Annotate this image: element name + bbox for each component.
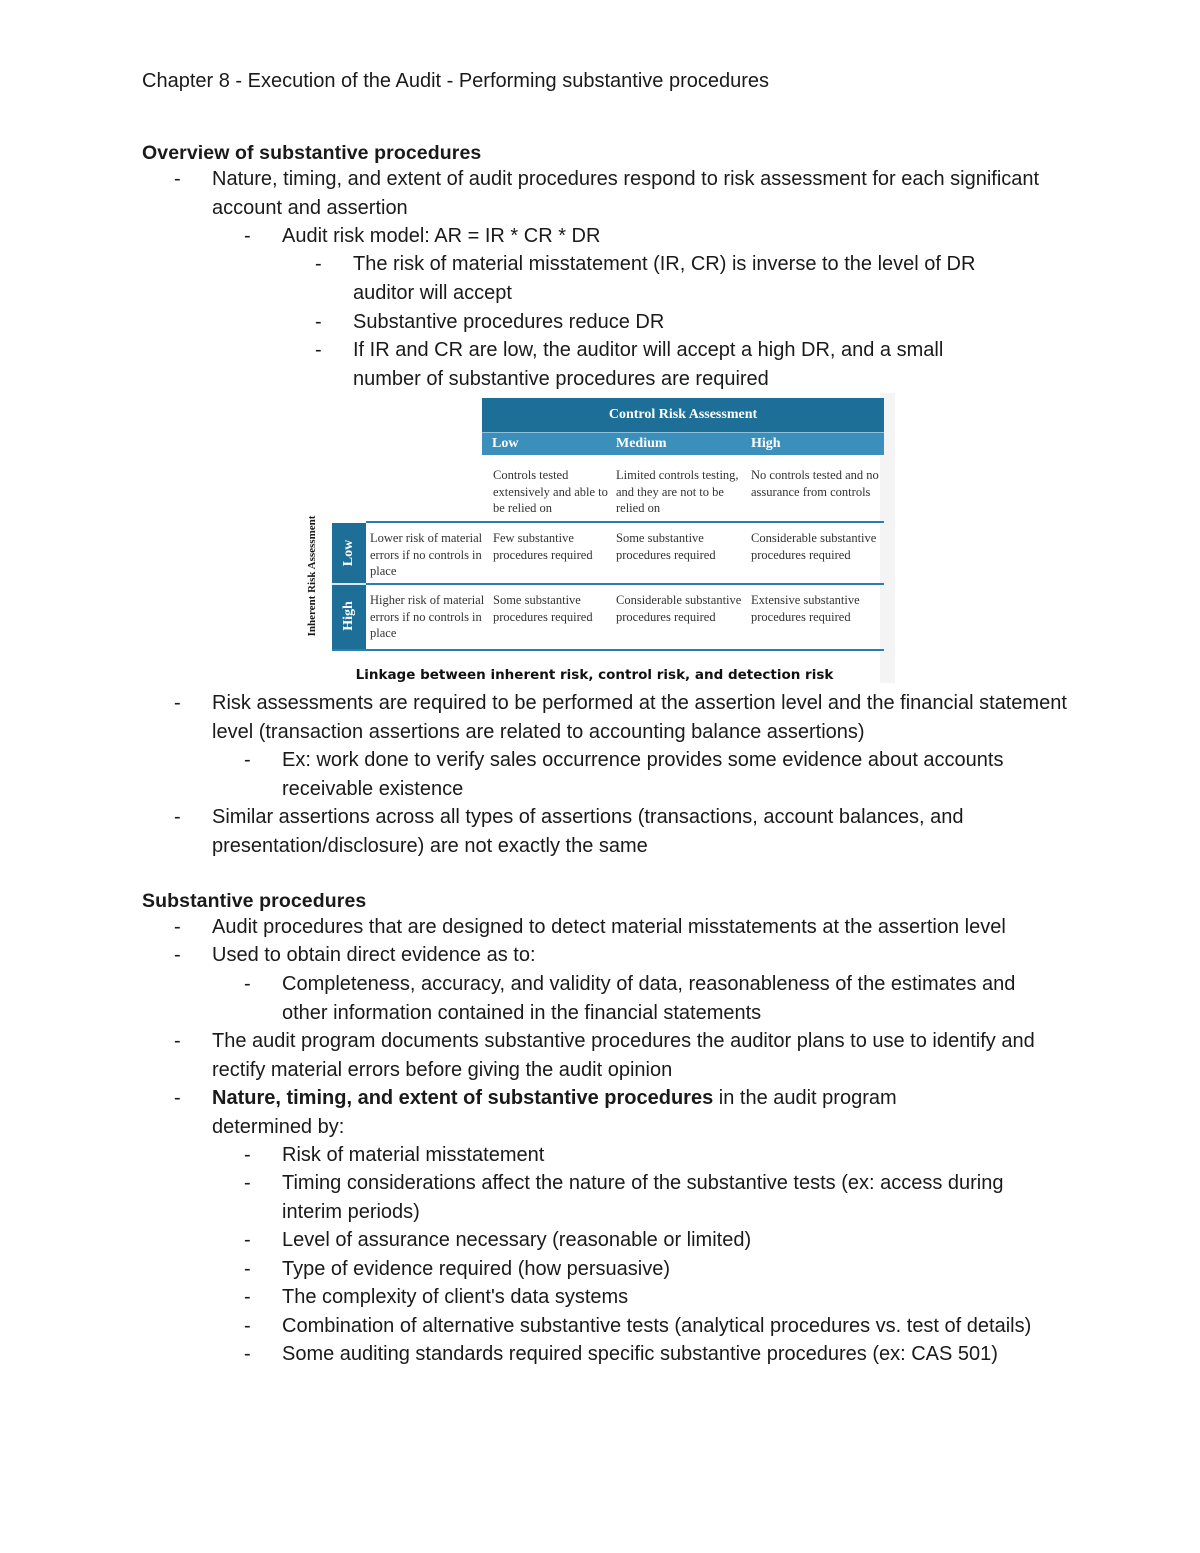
control-risk-header: Control Risk Assessment <box>482 398 884 432</box>
list-item-text: The risk of material misstatement (IR, CR) is inverse to the level of DR auditor will accept <box>353 253 976 304</box>
list-item-text: Level of assurance necessary (reasonable or limited) <box>282 1229 752 1251</box>
list-item <box>244 1226 1084 1255</box>
column-description: Limited controls testing, and they are not to be relied on <box>616 468 739 515</box>
matrix-cell: Considerable substantive procedures required <box>616 593 742 624</box>
bullet-dash: - <box>244 973 251 995</box>
bullet-dash: - <box>244 1315 251 1337</box>
matrix-cell: Extensive substantive procedures required <box>751 593 860 624</box>
list-item <box>244 1340 1144 1369</box>
list-item <box>174 941 1074 970</box>
list-item-text: The complexity of client's data systems <box>282 1286 629 1308</box>
risk-matrix-figure <box>305 393 895 688</box>
bullet-dash: - <box>244 1229 251 1251</box>
list-item-text: The audit program documents substantive procedures the auditor plans to use to identify and rectify material errors before giving the audit opinion <box>212 1030 1035 1081</box>
bullet-dash: - <box>315 253 322 275</box>
bullet-dash: - <box>315 339 322 361</box>
section-heading-substantive: Substantive procedures <box>142 890 367 912</box>
column-description: No controls tested and no assurance from controls <box>751 468 879 499</box>
list-item-text: Some auditing standards required specific substantive procedures (ex: CAS 501) <box>282 1343 998 1365</box>
matrix-cell: Few substantive procedures required <box>493 531 593 562</box>
list-item-text: Substantive procedures reduce DR <box>353 311 665 333</box>
list-item-text: If IR and CR are low, the auditor will accept a high DR, and a small number of substantive procedures are required <box>353 339 944 390</box>
list-item-text: Completeness, accuracy, and validity of data, reasonableness of the estimates and other information contained in the financial statements <box>282 973 1016 1024</box>
list-item <box>174 165 1074 222</box>
list-item <box>244 970 1044 1027</box>
bullet-dash: - <box>174 916 181 938</box>
bullet-dash: - <box>244 749 251 771</box>
bullet-dash: - <box>244 1172 251 1194</box>
list-item-text: Audit procedures that are designed to detect material misstatements at the assertion level <box>212 916 1006 938</box>
column-header-row <box>482 432 884 455</box>
bullet-dash: - <box>244 1144 251 1166</box>
bullet-dash: - <box>244 1343 251 1365</box>
row-divider <box>332 649 884 651</box>
list-item <box>244 1283 1084 1312</box>
bullet-dash: - <box>244 1258 251 1280</box>
page-title: Chapter 8 - Execution of the Audit - Performing substantive procedures <box>142 70 770 92</box>
column-header-high: High <box>751 436 781 451</box>
row-divider <box>366 521 884 523</box>
list-item <box>244 746 1004 803</box>
list-item-text: Used to obtain direct evidence as to: <box>212 944 536 966</box>
bullet-dash: - <box>174 1030 181 1052</box>
list-item <box>244 1312 1144 1341</box>
list-item <box>315 336 1015 393</box>
column-header-medium: Medium <box>616 436 667 451</box>
row-divider <box>366 583 884 585</box>
list-item <box>174 913 1094 942</box>
row-label-low: Low <box>341 539 356 567</box>
list-item <box>315 250 1035 307</box>
list-item-text: Audit risk model: AR = IR * CR * DR <box>282 225 601 247</box>
bullet-dash: - <box>174 168 181 190</box>
list-item <box>315 308 1075 337</box>
matrix-cell: Some substantive procedures required <box>493 593 593 624</box>
inherent-risk-axis-label: Inherent Risk Assessment <box>306 515 318 637</box>
list-item-text: Ex: work done to verify sales occurrence provides some evidence about accounts receivable existence <box>282 749 1004 800</box>
list-item-text-rest: in the audit program determined by: <box>212 1087 897 1138</box>
row-label-high: High <box>341 601 356 631</box>
list-item <box>244 1141 1084 1170</box>
list-item-text: Similar assertions across all types of assertions (transactions, account balances, and presentation/disclosure) are not exactly the same <box>212 806 964 857</box>
matrix-cell: Some substantive procedures required <box>616 531 716 562</box>
matrix-cell: Considerable substantive procedures required <box>751 531 877 562</box>
figure-caption: Linkage between inherent risk, control risk, and detection risk <box>355 667 834 683</box>
list-item <box>174 689 1074 746</box>
bold-phrase: Nature, timing, and extent of substantive procedures <box>212 1087 714 1109</box>
bullet-dash: - <box>244 225 251 247</box>
list-item-text: Risk assessments are required to be performed at the assertion level and the financial statement level (transaction assertions are related to accounting balance assertions) <box>212 692 1067 743</box>
list-item <box>174 803 1074 860</box>
list-item <box>174 1027 1074 1084</box>
list-item <box>244 222 1084 251</box>
list-item-text: Risk of material misstatement <box>282 1144 545 1166</box>
bullet-dash: - <box>174 1087 181 1109</box>
list-item-text: Combination of alternative substantive tests (analytical procedures vs. test of details) <box>282 1315 1032 1337</box>
column-header-low: Low <box>492 436 519 451</box>
list-item <box>244 1169 1004 1226</box>
row-description: Lower risk of material errors if no controls in place <box>370 531 483 578</box>
bullet-dash: - <box>174 944 181 966</box>
row-description: Higher risk of material errors if no controls in place <box>370 593 485 640</box>
list-item-text: Timing considerations affect the nature of the substantive tests (ex: access during interim periods) <box>282 1172 1004 1223</box>
bullet-dash: - <box>174 692 181 714</box>
list-item-text: Type of evidence required (how persuasive) <box>282 1258 670 1280</box>
list-item <box>174 1084 974 1141</box>
row-divider <box>332 583 366 585</box>
section-heading-overview: Overview of substantive procedures <box>142 142 482 164</box>
bullet-dash: - <box>174 806 181 828</box>
list-item <box>244 1255 1084 1284</box>
column-description: Controls tested extensively and able to be relied on <box>493 468 608 515</box>
list-item-text: Nature, timing, and extent of audit procedures respond to risk assessment for each significant account and assertion <box>212 168 1040 219</box>
bullet-dash: - <box>315 311 322 333</box>
list-item-text <box>212 1084 974 1141</box>
bullet-dash: - <box>244 1286 251 1308</box>
